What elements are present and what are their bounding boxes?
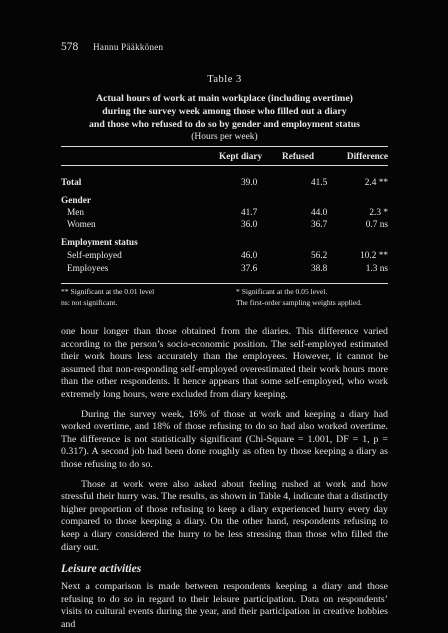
- row-label: Self-employed: [67, 251, 122, 261]
- table-subcaption: (Hours per week): [191, 132, 258, 142]
- cell-difference: 2.3 *: [369, 208, 388, 218]
- cell-refused: 36.7: [311, 220, 328, 230]
- table-caption-line: Actual hours of work at main workplace (including overtime): [96, 93, 353, 104]
- running-author: Hannu Pääkkönen: [93, 42, 164, 52]
- paragraph: During the survey week, 16% of those at work and keeping a diary had worked overtime, and 18% of those refusing to do so had also worked overtime. The difference is not statistically significant (Chi-Square = 1.001, DF = 1, p = 0.317). A second job had been done roughly as often by those keeping a diary as those refusing to do so.: [61, 408, 388, 470]
- table-caption-line: and those who refused to do so by gender and employment status: [89, 119, 360, 130]
- paragraph: Next a comparison is made between respondents keeping a diary and those refusing to do so in regard to their leisure participation. Data on respondents’ visits to cultural events during the year, and their participation in creative hobbies and: [61, 581, 388, 630]
- cell-difference: 0.7 ns: [365, 220, 388, 230]
- cell-refused: 38.8: [311, 264, 328, 274]
- column-header: Kept diary: [219, 152, 263, 162]
- cell-refused: 44.0: [311, 208, 328, 218]
- table-caption-line: during the survey week among those who filled out a diary: [102, 106, 347, 117]
- row-label: Women: [67, 220, 96, 230]
- cell-refused: 56.2: [311, 251, 328, 261]
- cell-difference: 10.2 **: [360, 251, 388, 261]
- row-label: Employees: [67, 264, 109, 274]
- body-text: [61, 581, 388, 631]
- row-label: Men: [67, 208, 85, 218]
- table-group-row: [61, 238, 388, 251]
- table-note: * Significant at the 0.05 level.: [236, 287, 328, 296]
- table-note: ** Significant at the 0.01 level: [61, 287, 155, 296]
- table-row: [61, 220, 388, 233]
- column-header: Difference: [346, 152, 388, 162]
- table-row: [61, 264, 388, 277]
- running-header: [61, 41, 163, 53]
- table-caption: [61, 92, 388, 131]
- cell-difference: 2.4 **: [364, 178, 388, 188]
- table-header-row: [61, 152, 388, 165]
- cell-kept: 36.0: [241, 220, 258, 230]
- cell-kept: 46.0: [241, 251, 258, 261]
- table-top-rule: [61, 146, 388, 147]
- paragraph: one hour longer than those obtained from the diaries. This difference varied according to the person’s socio-economic position. The self-employed estimated their work hours less accurately than the employees. However, it cannot be assumed that non-responding self-employed overestimated their work hours more than the other respondents. It hence appears that some self-employed, who work extremely long hours, were excluded from diary keeping.: [61, 326, 388, 400]
- table-label: Table 3: [207, 74, 242, 85]
- cell-kept: 41.7: [241, 208, 258, 218]
- cell-kept: 39.0: [241, 178, 258, 188]
- table-bottom-rule: [61, 283, 388, 284]
- group-label: Gender: [61, 196, 91, 206]
- cell-kept: 37.6: [241, 264, 258, 274]
- table-note: The first-order sampling weights applied.: [236, 298, 362, 307]
- column-header: Refused: [282, 152, 315, 162]
- paragraph: Those at work were also asked about feeling rushed at work and how stressful their hurry was. The results, as shown in Table 4, indicate that a distinctly higher proportion of those refusing to keep a diary experienced hurry every day compared to those keeping a diary. On the other hand, respondents refusing to keep a diary considered the hurry to be less stressing than those who filled the diary out.: [61, 478, 388, 553]
- cell-difference: 1.3 ns: [365, 264, 388, 274]
- table-row: [61, 251, 388, 264]
- section-heading: Leisure activities: [61, 563, 142, 575]
- table-header-rule: [61, 165, 388, 166]
- table-row: [61, 178, 388, 191]
- page-number: 578: [61, 41, 79, 53]
- table-note: ns: not significant.: [61, 298, 118, 307]
- cell-refused: 41.5: [311, 178, 328, 188]
- group-label: Employment status: [61, 238, 138, 248]
- row-label: Total: [61, 178, 82, 188]
- body-text: [61, 326, 388, 554]
